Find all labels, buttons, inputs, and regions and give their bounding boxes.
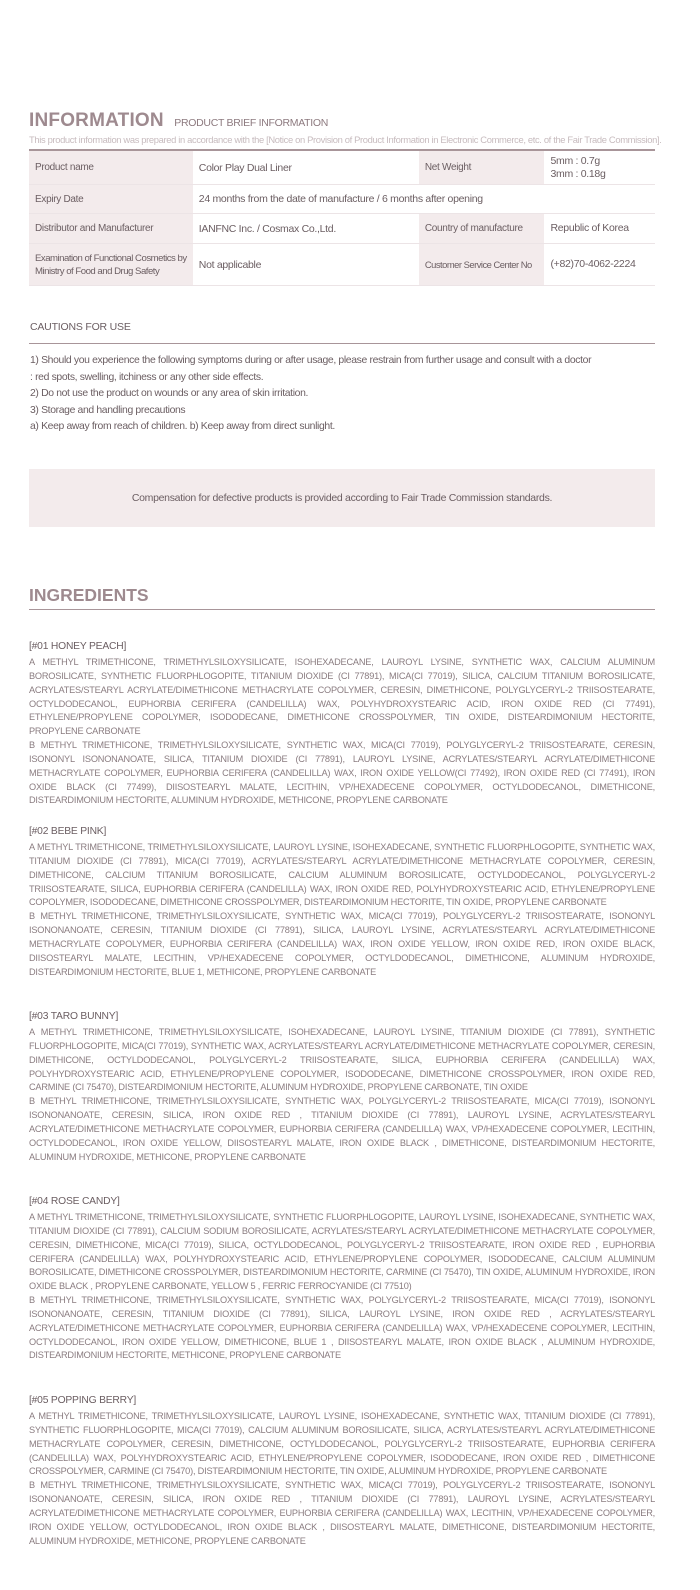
ingredient-block-rose-candy bbox=[29, 1196, 655, 1363]
ingredients-title: INGREDIENTS bbox=[29, 585, 149, 605]
caution-line: 2) Do not use the product on wounds or any area of skin irritation. bbox=[30, 388, 309, 400]
ingredient-block-taro-bunny bbox=[29, 1011, 655, 1164]
ingredient-block-popping-berry bbox=[29, 1395, 655, 1548]
cautions-list bbox=[30, 353, 670, 436]
label-functional-line2: Ministry of Food and Drug Safety bbox=[35, 265, 160, 277]
ingredient-list-a: A METHYL TRIMETHICONE, TRIMETHYLSILOXYSILICATE, ISOHEXADECANE, LAUROYL LYSINE, TITANIUM DIOXIDE (CI 77891), SYNTHETIC FLUORPHLOGOPITE, MICA(CI 77019), SYNTHETIC WAX, ACRYLATES/STEARYL ACRYLATE/DIMETHICONE METHACRYLATE COPOLYMER, CERESIN, DIMETHICONE, OCTYLDODECANOL, POLYGLYCERYL-2 TRIISOSTEARATE, SILICA, EUPHORBIA CERIFERA (CANDELILLA) WAX, POLYHYDROXYSTEARIC ACID, ETHYLENE/PROPYLENE COPOLYMER, ISODODECANE, DIMETHICONE CROSSPOLYMER, IRON OXIDE RED, CARMINE (CI 75470), DISTEARDIMONIUM HECTORITE, ALUMINUM HYDROXIDE, PROPYLENE CARBONATE, TIN OXIDE bbox=[29, 1027, 655, 1093]
caution-line: 3) Storage and handling precautions bbox=[30, 404, 186, 416]
value-product-name: Color Play Dual Liner bbox=[193, 150, 419, 185]
ingredients-divider bbox=[29, 609, 655, 610]
product-shade-name: [#04 ROSE CANDY] bbox=[29, 1196, 120, 1207]
label-product-name: Product name bbox=[29, 150, 193, 185]
value-net-weight bbox=[544, 150, 655, 185]
label-distributor: Distributor and Manufacturer bbox=[29, 214, 193, 244]
label-functional-line1: Examination of Functional Cosmetics by bbox=[35, 252, 187, 264]
ingredient-list-b: B METHYL TRIMETHICONE, TRIMETHYLSILOXYSILICATE, SYNTHETIC WAX, POLYGLYCERYL-2 TRIISOSTEARATE, MICA(CI 77019), ISONONYL ISONONANOATE, CERESIN, TITANIUM DIOXIDE (CI 77891), SILICA, LAUROYL LYSINE, IRON OXIDE RED , ACRYLATES/STEARYL ACRYLATE/DIMETHICONE METHACRYLATE COPOLYMER, EUPHORBIA CERIFERA (CANDELILLA) WAX, VP/HEXADECENE COPOLYMER, LECITHIN, OCTYLDODECANOL, IRON OXIDE YELLOW, DIMETHICONE, BLUE 1 , DIISOSTEARYL MALATE, IRON OXIDE BLACK , ALUMINUM HYDROXIDE, DISTEARDIMONIUM HECTORITE, METHICONE, PROPYLENE CARBONATE bbox=[29, 1295, 655, 1361]
net-weight-3mm: 3mm : 0.18g bbox=[550, 167, 606, 180]
label-country: Country of manufacture bbox=[419, 214, 545, 244]
table-row bbox=[29, 185, 655, 214]
product-shade-name: [#03 TARO BUNNY] bbox=[29, 1011, 119, 1022]
table-row bbox=[29, 244, 655, 286]
ingredient-list-a: A METHYL TRIMETHICONE, TRIMETHYLSILOXYSILICATE, LAUROYL LYSINE, ISOHEXADECANE, SYNTHETIC WAX, TITANIUM DIOXIDE (CI 77891), SYNTHETIC FLUORPHLOGOPITE, MICA(CI 77019), CALCIUM ALUMINUM BOROSILICATE, SILICA, ACRYLATES/STEARYL ACRYLATE/DIMETHICONE METHACRYLATE COPOLYMER, CERESIN, DIMETHICONE, OCTYLDODECANOL, POLYGLYCERYL-2 TRIISOSTEARATE, EUPHORBIA CERIFERA (CANDELILLA) WAX, POLYHYDROXYSTEARIC ACID, ETHYLENE/PROPYLENE COPOLYMER, ISODODECANE, IRON OXIDE RED , DIMETHICONE CROSSPOLYMER, CARMINE (CI 75470), DISTEARDIMONIUM HECTORITE, TIN OXIDE, ALUMINUM HYDROXIDE, PROPYLENE CARBONATE bbox=[29, 1411, 655, 1477]
product-shade-name: [#01 HONEY PEACH] bbox=[29, 641, 127, 652]
label-customer-service: Customer Service Center No bbox=[419, 244, 545, 286]
ingredient-list-a: A METHYL TRIMETHICONE, TRIMETHYLSILOXYSILICATE, SYNTHETIC FLUORPHLOGOPITE, LAUROYL LYSINE, ISOHEXADECANE, SYNTHETIC WAX, TITANIUM DIOXIDE (CI 77891), CALCIUM SODIUM BOROSILICATE, ACRYLATES/STEARYL ACRYLATE/DIMETHICONE METHACRYLATE COPOLYMER, CERESIN, DIMETHICONE, MICA(CI 77019), SILICA, OCTYLDODECANOL, POLYGLYCERYL-2 TRIISOSTEARATE, IRON OXIDE RED , EUPHORBIA CERIFERA (CANDELILLA) WAX, POLYHYDROXYSTEARIC ACID, ETHYLENE/PROPYLENE COPOLYMER, ISODODECANE, CALCIUM ALUMINUM BOROSILICATE, DIMETHICONE CROSSPOLYMER, DISTEARDIMONIUM HECTORITE, CARMINE (CI 75470), TIN OXIDE, ALUMINUM HYDROXIDE, IRON OXIDE BLACK , PROPYLENE CARBONATE, YELLOW 5 , FERRIC FERROCYANIDE (CI 77510) bbox=[29, 1212, 655, 1292]
ingredient-list-a: A METHYL TRIMETHICONE, TRIMETHYLSILOXYSILICATE, ISOHEXADECANE, LAUROYL LYSINE, SYNTHETIC WAX, CALCIUM ALUMINUM BOROSILICATE, SYNTHETIC FLUORPHLOGOPITE, TITANIUM DIOXIDE (CI 77891), MICA(CI 77019), SILICA, CALCIUM TITANIUM BOROSILICATE, ACRYLATES/STEARYL ACRYLATE/DIMETHICONE METHACRYLATE COPOLYMER, CERESIN, DIMETHICONE, POLYGLYCERYL-2 TRIISOSTEARATE, OCTYLDODECANOL, EUPHORBIA CERIFERA (CANDELILLA) WAX, POLYHYDROXYSTEARIC ACID, IRON OXIDE RED (CI 77491), ETHYLENE/PROPYLENE COPOLYMER, ISODODECANE, DIMETHICONE CROSSPOLYMER, TIN OXIDE, DISTEARDIMONIUM HECTORITE, PROPYLENE CARBONATE bbox=[29, 657, 655, 737]
product-shade-name: [#05 POPPING BERRY] bbox=[29, 1395, 137, 1406]
information-title: INFORMATION bbox=[29, 110, 164, 131]
information-header bbox=[29, 110, 669, 132]
label-net-weight: Net Weight bbox=[419, 150, 545, 185]
caution-line: 1) Should you experience the following symptoms during or after usage, please restrain from further usage and consult with a doctor bbox=[30, 355, 592, 366]
ingredient-block-bebe-pink bbox=[29, 826, 655, 979]
ingredient-list-b: B METHYL TRIMETHICONE, TRIMETHYLSILOXYSILICATE, SYNTHETIC WAX, POLYGLYCERYL-2 TRIISOSTEARATE, MICA(CI 77019), ISONONYL ISONONANOATE, CERESIN, SILICA, IRON OXIDE RED , TITANIUM DIOXIDE (CI 77891), LAUROYL LYSINE, ACRYLATES/STEARYL ACRYLATE/DIMETHICONE METHACRYLATE COPOLYMER, EUPHORBIA CERIFERA (CANDELILLA) WAX, VP/HEXADECENE COPOLYMER, LECITHIN, OCTYLDODECANOL, IRON OXIDE YELLOW, DIISOSTEARYL MALATE, IRON OXIDE BLACK , DIMETHICONE, DISTEARDIMONIUM HECTORITE, ALUMINUM HYDROXIDE, METHICONE, PROPYLENE CARBONATE bbox=[29, 1096, 655, 1162]
ingredient-list-b: B METHYL TRIMETHICONE, TRIMETHYLSILOXYSILICATE, SYNTHETIC WAX, MICA(CI 77019), POLYGLYCERYL-2 TRIISOSTEARATE, CERESIN, ISONONYL ISONONANOATE, SILICA, TITANIUM DIOXIDE (CI 77891), LAUROYL LYSINE, ACRYLATES/STEARYL ACRYLATE/DIMETHICONE METHACRYLATE COPOLYMER, EUPHORBIA CERIFERA (CANDELILLA) WAX, IRON OXIDE YELLOW(CI 77492), IRON OXIDE RED (CI 77491), IRON OXIDE BLACK (CI 77499), DIISOSTEARYL MALATE, LECITHIN, VP/HEXADECENE COPOLYMER, OCTYLDODECANOL, DIMETHICONE, DISTEARDIMONIUM HECTORITE, ALUMINUM HYDROXIDE, METHICONE, PROPYLENE CARBONATE bbox=[29, 740, 655, 806]
ingredient-list-b: B METHYL TRIMETHICONE, TRIMETHYLSILOXYSILICATE, SYNTHETIC WAX, MICA(CI 77019), POLYGLYCERYL-2 TRIISOSTEARATE, ISONONYL ISONONANOATE, CERESIN, TITANIUM DIOXIDE (CI 77891), SILICA, LAUROYL LYSINE, ACRYLATES/STEARYL ACRYLATE/DIMETHICONE METHACRYLATE COPOLYMER, EUPHORBIA CERIFERA (CANDELILLA) WAX, IRON OXIDE YELLOW, IRON OXIDE RED, IRON OXIDE BLACK, DIISOSTEARYL MALATE, LECITHIN, VP/HEXADECENE COPOLYMER, OCTYLDODECANOL, DIMETHICONE, ALUMINUM HYDROXIDE, DISTEARDIMONIUM HECTORITE, BLUE 1, METHICONE, PROPYLENE CARBONATE bbox=[29, 911, 655, 977]
compensation-text: Compensation for defective products is provided according to Fair Trade Commission standards. bbox=[131, 492, 553, 504]
product-info-table bbox=[29, 149, 655, 286]
net-weight-5mm: 5mm : 0.7g bbox=[550, 154, 600, 167]
table-row bbox=[29, 150, 655, 185]
ingredient-list-b: B METHYL TRIMETHICONE, TRIMETHYLSILOXYSILICATE, SYNTHETIC WAX, MICA(CI 77019), POLYGLYCERYL-2 TRIISOSTEARATE, ISONONYL ISONONANOATE, CERESIN, SILICA, IRON OXIDE RED , TITANIUM DIOXIDE (CI 77891), LAUROYL LYSINE, ACRYLATES/STEARYL ACRYLATE/DIMETHICONE METHACRYLATE COPOLYMER, EUPHORBIA CERIFERA (CANDELILLA) WAX, LECITHIN, VP/HEXADECENE COPOLYMER, IRON OXIDE YELLOW, OCTYLDODECANOL, IRON OXIDE BLACK , DIISOSTEARYL MALATE, DIMETHICONE, DISTEARDIMONIUM HECTORITE, ALUMINUM HYDROXIDE, METHICONE, PROPYLENE CARBONATE bbox=[29, 1480, 655, 1546]
value-functional-examination: Not applicable bbox=[193, 244, 419, 286]
caution-line: : red spots, swelling, itchiness or any other side effects. bbox=[30, 371, 264, 383]
label-functional-examination bbox=[29, 244, 193, 286]
ingredient-list-a: A METHYL TRIMETHICONE, TRIMETHYLSILOXYSILICATE, LAUROYL LYSINE, ISOHEXADECANE, SYNTHETIC FLUORPHLOGOPITE, SYNTHETIC WAX, TITANIUM DIOXIDE (CI 77891), MICA(CI 77019), ACRYLATES/STEARYL ACRYLATE/DIMETHICONE METHACRYLATE COPOLYMER, CERESIN, DIMETHICONE, CALCIUM TITANIUM BOROSILICATE, CALCIUM ALUMINUM BOROSILICATE, OCTYLDODECANOL, POLYGLYCERYL-2 TRIISOSTEARATE, SILICA, EUPHORBIA CERIFERA (CANDELILLA) WAX, IRON OXIDE RED, POLYHYDROXYSTEARIC ACID, ETHYLENE/PROPYLENE COPOLYMER, ISODODECANE, DIMETHICONE CROSSPOLYMER, DISTEARDIMONIUM HECTORITE, TIN OXIDE, PROPYLENE CARBONATE bbox=[29, 842, 655, 908]
cautions-title: CAUTIONS FOR USE bbox=[30, 321, 131, 333]
value-customer-service: (+82)70-4062-2224 bbox=[544, 244, 655, 286]
label-expiry-date: Expiry Date bbox=[29, 185, 193, 214]
information-note: This product information was prepared in accordance with the [Notice on Provision of Product Information in Electronic Commerce, etc. of the Fair Trade Commission]. bbox=[29, 134, 662, 145]
ingredient-block-honey-peach bbox=[29, 641, 655, 808]
product-shade-name: [#02 BEBE PINK] bbox=[29, 826, 107, 837]
information-subtitle: PRODUCT BRIEF INFORMATION bbox=[174, 117, 328, 129]
value-distributor: IANFNC Inc. / Cosmax Co.,Ltd. bbox=[193, 214, 419, 244]
compensation-notice bbox=[29, 469, 655, 527]
table-row bbox=[29, 214, 655, 244]
caution-line: a) Keep away from reach of children. b) Keep away from direct sunlight. bbox=[30, 421, 335, 433]
value-country: Republic of Korea bbox=[544, 214, 655, 244]
value-expiry-date: 24 months from the date of manufacture / 6 months after opening bbox=[193, 185, 655, 214]
cautions-divider bbox=[29, 343, 655, 344]
